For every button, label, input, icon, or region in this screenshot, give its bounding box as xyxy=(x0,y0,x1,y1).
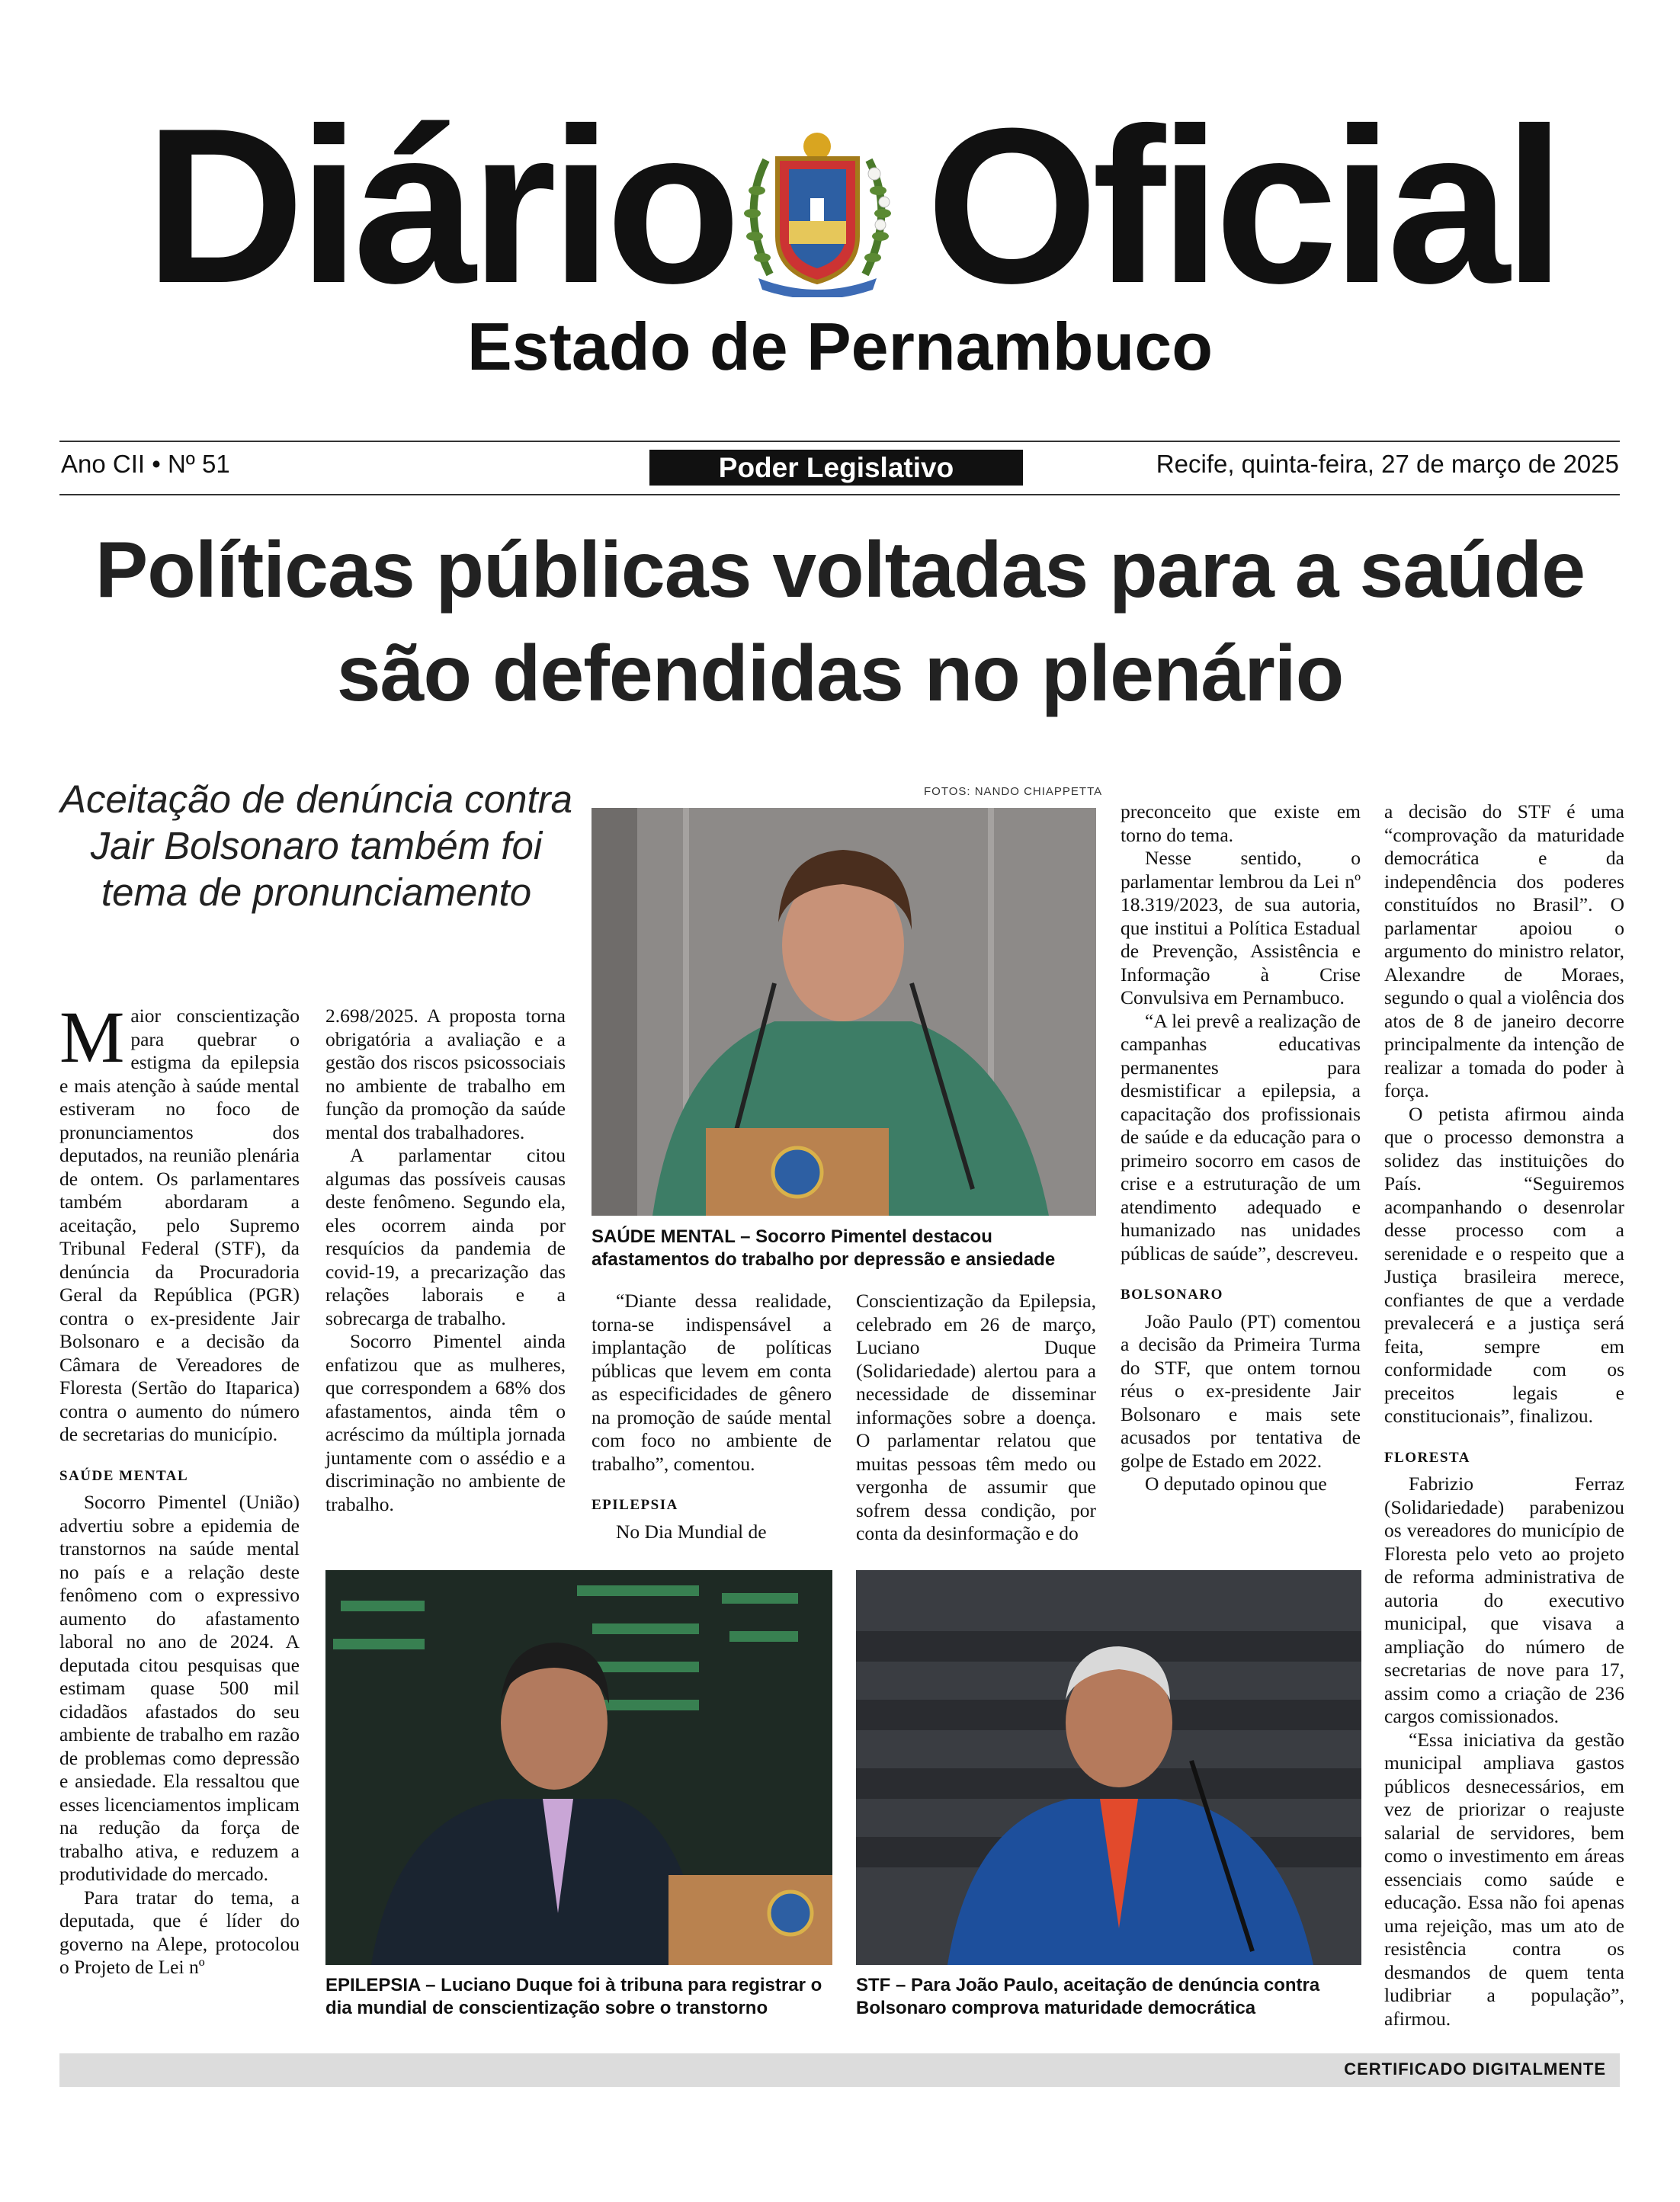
photo-caption: STF – Para João Paulo, aceitação de denúncia contra Bolsonaro comprova maturidade democrática xyxy=(856,1975,1320,2018)
paragraph: O deputado opinou que xyxy=(1145,1473,1327,1495)
masthead-title-right: Oficial xyxy=(926,82,1560,329)
subheading: EPILEPSIA xyxy=(592,1497,678,1513)
paragraph: Para tratar do tema, a deputada, que é líder do governo na Alepe, protocolou o Projeto de Lei nº xyxy=(59,1886,300,1978)
masthead-title-left: Diário xyxy=(145,82,735,329)
paragraph: Conscientização da Epilepsia, celebrado em 26 de março, Luciano Duque (Solidariedade) alertou para a necessidade de disseminar informações sobre a doença. O parlamentar relatou que muitas pessoas têm medo ou vergonha de assumir que sofrem dessa condição, por conta da desinformação e do xyxy=(856,1290,1096,1544)
masthead xyxy=(0,82,1680,329)
subheading: BOLSONARO xyxy=(1121,1287,1223,1303)
paragraph: Socorro Pimentel ainda enfatizou que as mulheres, que correspondem a 68% dos afastamentos, ainda têm o acréscimo da múltipla jornada juntamente com o assédio e a discriminação no ambiente de trabalho. xyxy=(325,1330,566,1515)
article-column-1 xyxy=(59,996,300,1979)
drop-cap: M xyxy=(59,996,125,1078)
subheading: FLORESTA xyxy=(1384,1449,1471,1466)
edition-number: Ano CII • Nº 51 xyxy=(61,450,230,478)
paragraph: João Paulo (PT) comentou a decisão da Primeira Turma do STF, que ontem tornou réus o ex-presidente Jair Bolsonaro e mais sete acusados por tentativa de golpe de Estado em 2022. xyxy=(1121,1309,1361,1472)
dateline: Recife, quinta-feira, 27 de março de 2025 xyxy=(1156,450,1619,478)
article-column-3 xyxy=(592,1290,832,1543)
coat-of-arms-icon xyxy=(736,130,899,297)
paragraph: preconceito que existe em torno do tema. xyxy=(1121,800,1361,846)
subheading: SAÚDE MENTAL xyxy=(59,1467,189,1484)
article-column-5 xyxy=(1121,800,1361,1496)
bottom-rule xyxy=(59,494,1620,495)
masthead-subtitle: Estado de Pernambuco xyxy=(466,309,1213,384)
paragraph: Nesse sentido, o parlamentar lembrou da Lei nº 18.319/2023, de sua autoria, que institui a Política Estadual de Prevenção, Assistência e Informação à Crise Convulsiva em Pernambuco. xyxy=(1121,847,1361,1008)
paragraph: Fabrizio Ferraz (Solidariedade) parabenizou os vereadores do município de Floresta pelo veto ao projeto de reforma administrativa de autoria do executivo municipal, que visava a ampliação do número de secretarias de nove para 17, assim como a criação de 236 cargos comissionados. xyxy=(1384,1473,1624,1727)
footer-bar xyxy=(59,2053,1620,2087)
paragraph: a decisão do STF é uma “comprovação da maturidade democrática e da independência dos poderes constituídos no Brasil”. O parlamentar apoiou o argumento do ministro relator, Alexandre de Moraes, segundo o qual a violência dos atos de 8 de janeiro decorre principalmente da intenção de realizar a tomada do poder à força. xyxy=(1384,800,1624,1101)
main-photo xyxy=(592,808,1096,1216)
paragraph: 2.698/2025. A proposta torna obrigatória a avaliação e a gestão dos riscos psicossociais no ambiente de trabalho em função da promoção da saúde mental dos trabalhadores. xyxy=(325,1005,566,1143)
paragraph: “Diante dessa realidade, torna-se indispensável a implantação de políticas públicas que levem em conta as especificidades de gênero na promoção de saúde mental com foco no ambiente de trabalho”, comentou. xyxy=(592,1290,832,1475)
paragraph: A parlamentar citou algumas das possíveis causas deste fenômeno. Segundo ela, eles ocorrem ainda por resquícios da pandemia de covid-19, a precarização das relações laborais e a sobrecarga de trabalho. xyxy=(325,1144,566,1329)
article-column-4 xyxy=(856,1290,1096,1546)
paragraph: aior conscientização para quebrar o estigma da epilepsia e mais atenção à saúde mental estiveram no foco de pronunciamentos dos deputados, na reunião plenária de ontem. Os parlamentares também abordaram a aceitação, pelo Supremo Tribunal Federal (STF), da denúncia da Procuradoria Geral da República (PGR) contra o ex-presidente Jair Bolsonaro e a decisão da Câmara de Vereadores de Floresta (Sertão do Itaparica) contra o aumento do número de secretarias do município. xyxy=(59,1005,300,1445)
photo-caption: SAÚDE MENTAL – Socorro Pimentel destacou afastamentos do trabalho por depressão e ansiedade xyxy=(592,1226,1056,1270)
paragraph: “A lei prevê a realização de campanhas educativas permanentes para desmistificar a epilepsia, a capacitação dos profissionais de saúde e da educação para o primeiro socorro em casos de crise e a estruturação de um atendimento adequado e humanizado nas unidades públicas de saúde”, descreveu. xyxy=(1121,1009,1361,1264)
article-column-2 xyxy=(325,1005,566,1516)
photo-credit: FOTOS: NANDO CHIAPPETTA xyxy=(924,785,1103,798)
paragraph: Socorro Pimentel (União) advertiu sobre a epidemia de transtornos na saúde mental no país e a relação deste fenômeno com o expressivo aumento do afastamento laboral no ano de 2024. A deputada citou pesquisas que estimam quase 500 mil cidadãos afastados do seu ambiente de trabalho em razão de problemas como depressão e ansiedade. Ela ressaltou que esses licenciamentos implicam na redução da força de trabalho ativa, e reduzem a produtividade do mercado. xyxy=(59,1491,300,1885)
digital-certificate-label: CERTIFICADO DIGITALMENTE xyxy=(1344,2059,1606,2079)
headline: Políticas públicas voltadas para a saúde são defendidas no plenário xyxy=(95,526,1585,718)
epilepsia-photo xyxy=(325,1570,832,1965)
paragraph: “Essa iniciativa da gestão municipal ampliava gastos públicos desnecessários, em vez de priorizar o reajuste salarial de servidores, bem como o investimento em áreas essenciais como saúde e educação. Essa não foi apenas uma rejeição, mas um ato de resistência contra os desmandos de quem tenta ludibriar a população”, afirmou. xyxy=(1384,1728,1624,2030)
paragraph: O petista afirmou ainda que o processo demonstra a solidez das instituições do País. “Seguiremos acompanhando o desenrolar desse processo com a serenidade e o respeito que a Justiça brasileira merece, confiantes de que a verdade prevalecerá e a justiça será feita, sempre em conformidade com os preceitos legais e constitucionais”, finalizou. xyxy=(1384,1102,1624,1427)
stf-photo xyxy=(856,1570,1361,1965)
section-label: Poder Legislativo xyxy=(649,450,1023,486)
photo-caption: EPILEPSIA – Luciano Duque foi à tribuna para registrar o dia mundial de conscientização sobre o transtorno xyxy=(325,1975,822,2018)
top-rule xyxy=(59,441,1620,442)
article-column-6 xyxy=(1384,800,1624,2031)
deck: Aceitação de denúncia contra Jair Bolsonaro também foi tema de pronunciamento xyxy=(60,777,572,914)
paragraph: No Dia Mundial de xyxy=(616,1520,767,1543)
